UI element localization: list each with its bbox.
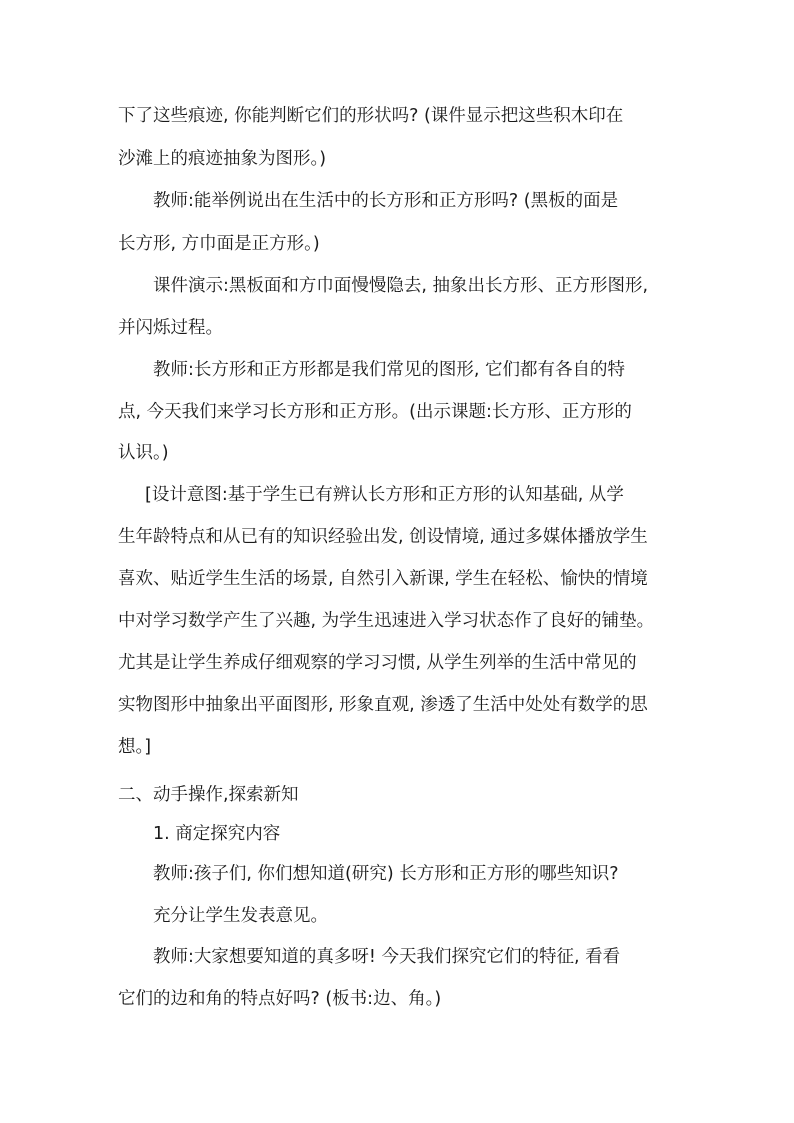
design-intent-line-1: [设计意图:基于学生已有辨认长方形和正方形的认知基础, 从学: [145, 485, 624, 505]
design-intent-line-4: 中对学习数学产生了兴趣, 为学生迅速进入学习状态作了良好的铺垫。: [118, 611, 655, 631]
paragraph-line-3: 教师:能举例说出在生活中的长方形和正方形吗? (黑板的面是: [153, 191, 619, 211]
section-heading: 二、动手操作,探索新知: [118, 785, 299, 805]
paragraph-line-teacher-question: 教师:孩子们, 你们想知道(研究) 长方形和正方形的哪些知识?: [153, 864, 619, 884]
design-intent-line-3: 喜欢、贴近学生生活的场景, 自然引入新课, 学生在轻松、愉快的情境: [118, 569, 648, 589]
paragraph-line-2: 沙滩上的痕迹抽象为图形。): [118, 149, 327, 169]
subsection-heading: 1. 商定探究内容: [153, 824, 281, 844]
paragraph-line-student-opinion: 充分让学生发表意见。: [153, 906, 328, 926]
paragraph-line-1: 下了这些痕迹, 你能判断它们的形状吗? (课件显示把这些积木印在: [118, 106, 624, 126]
design-intent-line-2: 生年龄特点和从已有的知识经验出发, 创设情境, 通过多媒体播放学生: [118, 527, 648, 547]
paragraph-line-4: 长方形, 方巾面是正方形。): [118, 234, 320, 254]
paragraph-line-9: 认识。): [118, 443, 169, 463]
design-intent-line-6: 实物图形中抽象出平面图形, 形象直观, 渗透了生活中处处有数学的思: [118, 695, 648, 715]
paragraph-line-8: 点, 今天我们来学习长方形和正方形。(出示课题:长方形、正方形的: [118, 402, 632, 422]
paragraph-line-5: 课件演示:黑板面和方巾面慢慢隐去, 抽象出长方形、正方形图形,: [153, 276, 649, 296]
paragraph-line-6: 并闪烁过程。: [118, 318, 223, 338]
design-intent-line-7: 想。]: [118, 737, 152, 757]
paragraph-line-7: 教师:长方形和正方形都是我们常见的图形, 它们都有各自的特: [153, 360, 626, 380]
paragraph-line-teacher-summary-1: 教师:大家想要知道的真多呀! 今天我们探究它们的特征, 看看: [153, 947, 621, 967]
paragraph-line-teacher-summary-2: 它们的边和角的特点好吗? (板书:边、角。): [118, 989, 442, 1009]
design-intent-line-5: 尤其是让学生养成仔细观察的学习习惯, 从学生列举的生活中常见的: [118, 653, 637, 673]
